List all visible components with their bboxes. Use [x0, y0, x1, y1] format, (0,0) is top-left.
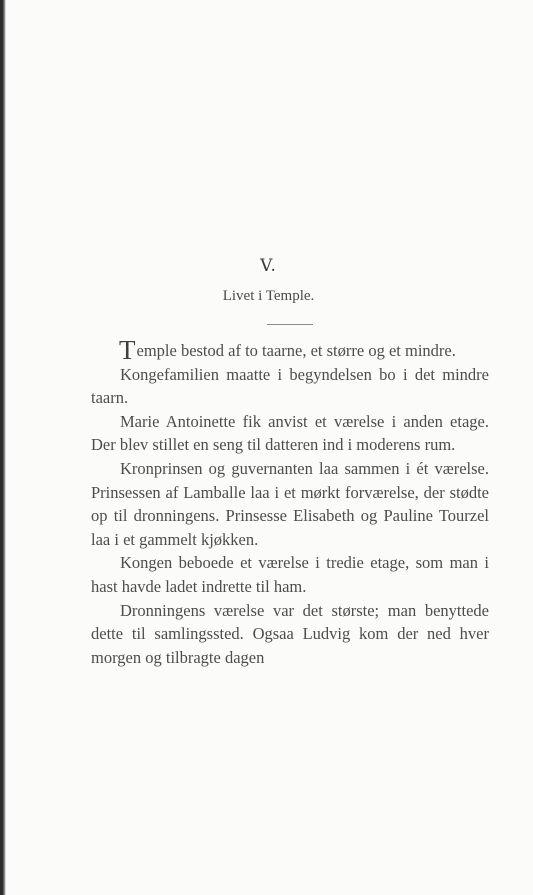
chapter-body [91, 335, 489, 669]
paragraph-1 [91, 335, 489, 365]
scan-edge [2, 0, 6, 895]
paragraph-6: Dronningens værelse var det største; man benyttede dette til samlingssted. Ogsaa Ludvig kom der ned hver morgen og tilbragte dagen [91, 600, 489, 667]
chapter-title: Livet i Temple. [222, 288, 315, 304]
paragraph-3: Marie Antoinette fik anvist et værelse i anden etage. Der blev stillet en seng til datteren ind i moderens rum. [91, 411, 489, 455]
paragraph-4: Kronprinsen og guvernanten laa sammen i ét værelse. Prinsessen af Lamballe laa i et mørkt forværelse, der stødte op til dronningens. Prinsesse Elisabeth og Pauline Tourzel laa i et gammelt kjøkken. [91, 458, 489, 549]
chapter-number: V. [260, 256, 277, 276]
title-divider [267, 324, 313, 325]
paragraph-5: Kongen beboede et værelse i tredie etage, som man i hast havde ladet indrette til ham. [91, 553, 489, 596]
paragraph-2: Kongefamilien maatte i begyndelsen bo i det mindre taarn. [91, 364, 489, 408]
drop-cap: T [119, 335, 136, 365]
paragraph-text: emple bestod af to taarne, et større og et mindre. [136, 341, 456, 360]
